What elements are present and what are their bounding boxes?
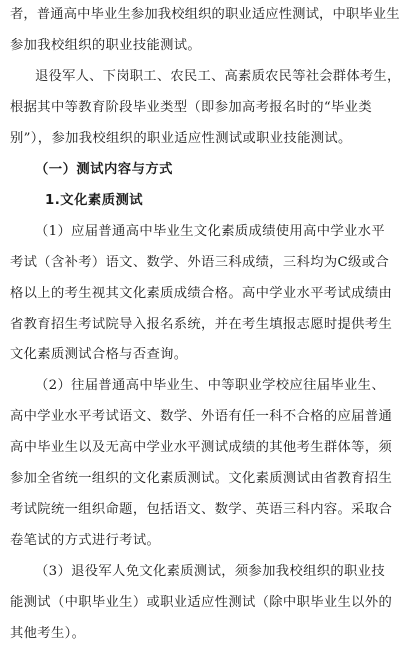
body-text-line: 考试（含补考）语文、数学、外语三科成绩，三科均为C级或合 xyxy=(10,254,389,270)
body-text-line: 考试院统一组织命题，包括语文、数学、英语三科内容。采取合 xyxy=(10,502,393,518)
body-text-line: 参加我校组织的职业技能测试。 xyxy=(10,38,202,53)
body-text-line: 高中毕业生以及无高中学业水平测试成绩的其他考生群体等，须 xyxy=(10,440,393,456)
body-text-line: （1）应届普通高中毕业生文化素质成绩使用高中学业水平 xyxy=(35,223,385,239)
body-text-line: 高中学业水平考试语文、数学、外语有任一科不合格的应届普通 xyxy=(10,409,393,425)
body-text-line: （3）退役军人免文化素质测试，须参加我校组织的职业技 xyxy=(35,564,385,580)
body-text-line: 根据其中等教育阶段毕业类型（即参加高考报名时的“毕业类 xyxy=(10,99,372,115)
body-text-line: 退役军人、下岗职工、农民工、高素质农民等社会群体考生， xyxy=(35,68,401,84)
body-text-line: 能测试（中职毕业生）或职业适应性测试（除中职毕业生以外的 xyxy=(10,595,393,610)
body-text-line: 参加全省统一组织的文化素质测试。文化素质测试由省教育招生 xyxy=(10,471,393,487)
body-text-line: 省教育招生考试院导入报名系统，并在考生填报志愿时提供考生 xyxy=(10,316,393,332)
body-text-line: （2）往届普通高中毕业生、中等职业学校应往届毕业生、 xyxy=(35,378,385,394)
body-text-line: 者，普通高中毕业生参加我校组织的职业适应性测试，中职毕业生 xyxy=(10,7,400,22)
body-text-line: 卷笔试的方式进行考试。 xyxy=(10,533,161,549)
body-text-line: 文化素质测试合格与否查询。 xyxy=(10,347,188,363)
section-heading: （一）测试内容与方式 xyxy=(35,161,173,177)
body-text-line: 别”），参加我校组织的职业适应性测试或职业技能测试。 xyxy=(10,130,352,146)
body-text-line: 格以上的考生视其文化素质成绩合格。高中学业水平考试成绩由 xyxy=(10,285,393,301)
subsection-heading: 1.文化素质测试 xyxy=(45,192,144,208)
body-text-line: 其他考生）。 xyxy=(10,626,86,641)
